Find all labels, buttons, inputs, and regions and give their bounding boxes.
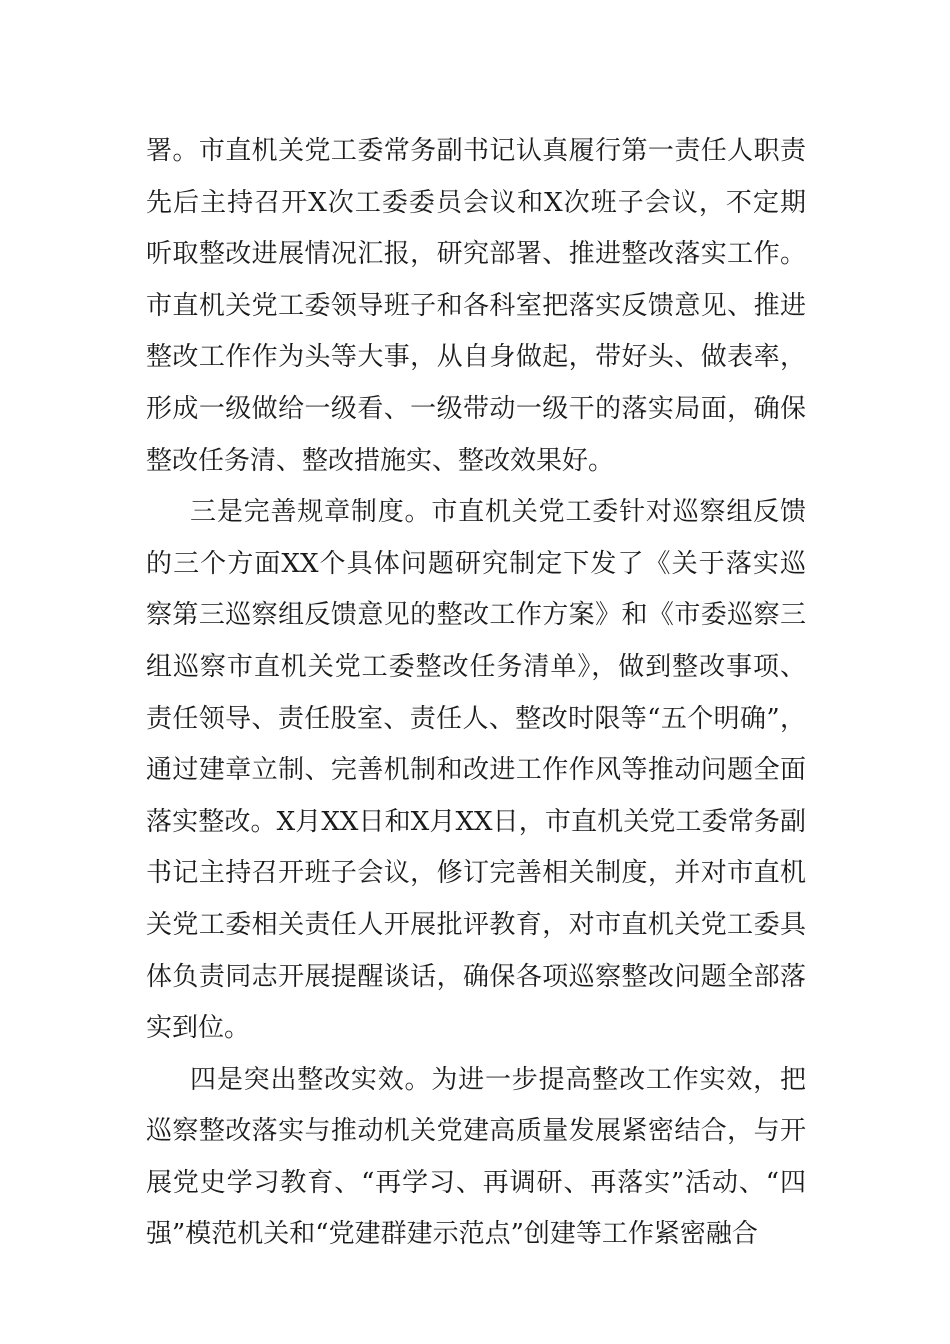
paragraph-improve-rules: 三是完善规章制度。市直机关党工委针对巡察组反馈的三个方面XX个具体问题研究制定下发了《关于落实巡察第三巡察组反馈意见的整改工作方案》和《市委巡察三组巡察市直机关党工委整改任务清单》，做到整改事项、责任领导、责任股室、责任人、整改时限等“五个明确”，通过建章立制、完善机制和改进工作作风等推动问题全面落实整改。X月XX日和X月XX日，市直机关党工委常务副书记主持召开班子会议，修订完善相关制度，并对市直机关党工委相关责任人开展批评教育，对市直机关党工委具体负责同志开展提醒谈话，确保各项巡察整改问题全部落实到位。 [146, 497, 806, 1044]
document-body [146, 126, 806, 1261]
paragraph-leadership-responsibility: 署。市直机关党工委常务副书记认真履行第一责任人职责先后主持召开X次工委委员会议和X次班子会议，不定期听取整改进展情况汇报，研究部署、推进整改落实工作。市直机关党工委领导班子和各科室把落实反馈意见、推进整改工作作为头等大事，从自身做起，带好头、做表率，形成一级做给一级看、一级带动一级干的落实局面，确保整改任务清、整改措施实、整改效果好。 [146, 136, 806, 476]
paragraph-highlight-effectiveness: 四是突出整改实效。为进一步提高整改工作实效，把巡察整改落实与推动机关党建高质量发展紧密结合，与开展党史学习教育、“再学习、再调研、再落实”活动、“四强”模范机关和“党建群建示范点”创建等工作紧密融合 [146, 1064, 806, 1250]
